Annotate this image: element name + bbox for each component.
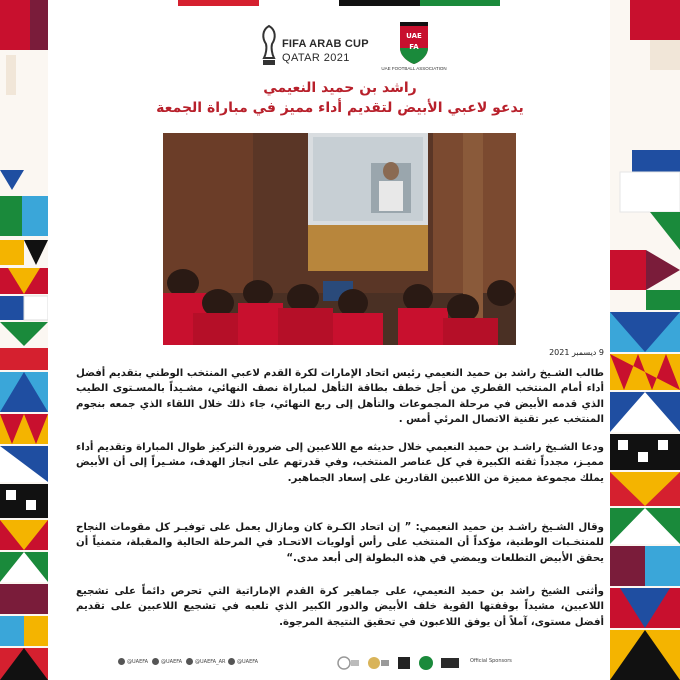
right-decorative-border [610, 0, 680, 680]
article-date: 9 ديسمبر 2021 [549, 348, 604, 357]
social-twitter[interactable]: @UAEFA_AR [186, 658, 225, 665]
article-paragraph: وقال الشـيخ راشـد بن حميد النعيمي: ” إن اتحاد الكـرة كان ومازال يعمل على توفيـر كل مقومات النجاح للمنتخـبات الوطنية، مؤكداً أن المنتخب على رأس أولويات الاتحـاد في المرحلة الحالية والمقبلة، متمنياً أن يحقق الأبيض التطلعات ويمضي في هذه البطولة إلى أبعد مدى.“ [76, 522, 604, 564]
fifa-logo-line2: QATAR 2021 [282, 52, 350, 64]
article-paragraph: ودعا الشـيخ راشـد بن حميد النعيمي خلال حديثه مع اللاعبين إلى ضرورة التركيز طوال المباراة وتقديم أداء مميـز، مجدداً ثقته الكبيرة في كل عناصر المنتخب، وفي قدرتهم على انجاز الهدف، مشـيراً إلى أن الأبيض يملك مجموعة مميزة من اللاعبين القادرين على إسعاد الجماهير. [76, 442, 604, 484]
uae-logo-abbr-top: UAE [406, 32, 422, 40]
fifa-arab-cup-logo [258, 24, 378, 72]
flag-stripe-white [259, 0, 340, 6]
article-paragraph: وأثنى الشيخ راشد بن حميد النعيمي، على جماهير كرة القدم الإماراتية التي تحرص دائماً على تشجيع اللاعبين، مشيداً بوقفتها القوية خلف الأبيض والدور الكبير الذي تلعبه في تشجيع اللاعبين على تقديم أفضل مستوى، آملاً أن يوفق اللاعبون في تحقيق النتيجة المرجوة. [76, 586, 604, 628]
trophy-icon [258, 24, 280, 68]
youtube-icon [118, 658, 125, 665]
sponsor-logo [440, 655, 460, 671]
sponsors-label: Official Sponsors [470, 658, 512, 664]
social-youtube[interactable]: @UAEFA [118, 658, 148, 665]
flag-stripe-red [178, 0, 259, 6]
social-facebook[interactable]: @UAEFA [152, 658, 182, 665]
footer-bar [118, 655, 542, 671]
sponsor-logo [336, 655, 360, 671]
flag-stripe-green [420, 0, 501, 6]
article-photo [163, 133, 516, 345]
uae-logo-subtitle: UAE FOOTBALL ASSOCIATION [381, 66, 447, 71]
facebook-icon [152, 658, 159, 665]
uae-flag-bar [178, 0, 500, 6]
article-title-line1: راشد بن حميد النعيمي [263, 80, 417, 96]
instagram-icon [228, 658, 235, 665]
uae-shield-icon [378, 18, 450, 66]
article-paragraph: طالب الشـيخ راشد بن حميد النعيمي رئيس اتحاد الإمارات لكرة القدم لاعبي المنتخب الوطني بتقديم أفضل أداء أمام المنتخب القطري من أجل خطف بطاقة التأهل لمباراة نصف النهائي، مشـيداً بالمسـتوى الطيب الذي قدمه الأبيض في مرحلة المجموعات والتأهل إلى ربع النهائي، جاء ذلك خلال اللقاء الذي جمعه بنجوم المنتخب عبر تقنية الاتصال المرئي أمس . [76, 368, 604, 426]
social-instagram[interactable]: @UAEFA [228, 658, 258, 665]
fifa-logo-line1: FIFA ARAB CUP [282, 38, 369, 50]
sponsor-logo [396, 655, 412, 671]
uae-fa-logo [378, 18, 450, 74]
twitter-icon [186, 658, 193, 665]
left-decorative-border [0, 0, 48, 680]
flag-stripe-black [339, 0, 420, 6]
uae-logo-abbr-bottom: FA [409, 43, 419, 51]
article-title-line2: يدعو لاعبي الأبيض لتقديم أداء مميز في مباراة الجمعة [156, 100, 524, 116]
sponsor-logo [418, 655, 434, 671]
sponsor-logo [366, 655, 390, 671]
